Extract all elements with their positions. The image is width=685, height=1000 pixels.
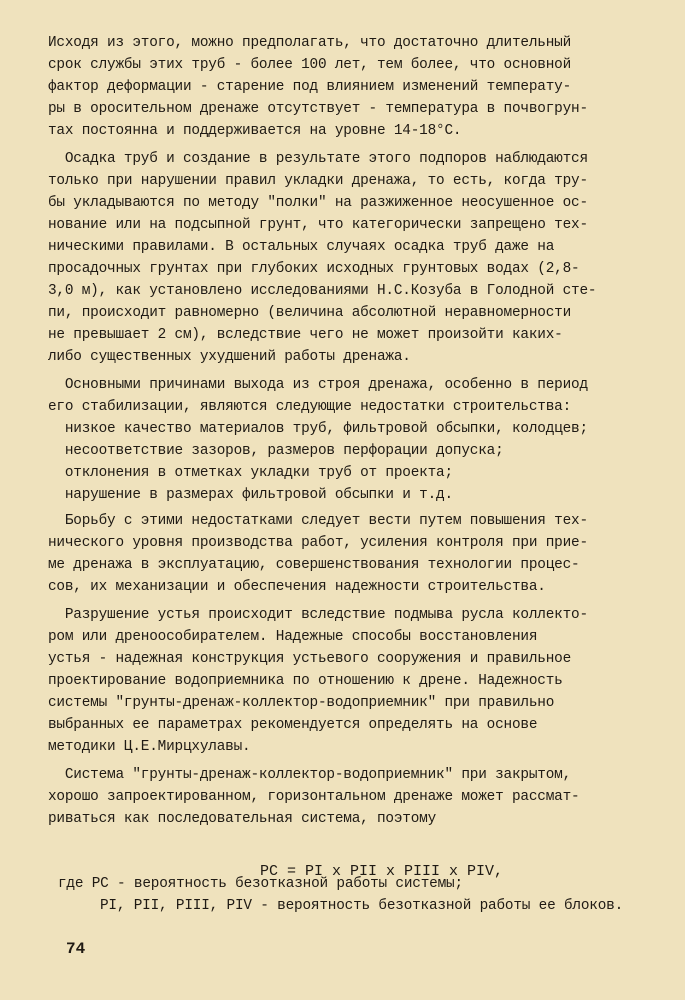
text-line: ническими правилами. В остальных случаях осадка труб даже на (48, 239, 555, 255)
text-line: выбранных ее параметрах рекомендуется определять на основе (48, 717, 538, 733)
text-line: проектирование водоприемника по отношению к дрене. Надежность (48, 673, 563, 689)
text-line: ры в оросительном дренаже отсутствует - температура в почвогрун- (48, 101, 588, 117)
text-line: Исходя из этого, можно предполагать, что достаточно длительный (48, 35, 572, 51)
text-line: его стабилизации, являются следующие недостатки строительства: (48, 399, 572, 415)
text-line: методики Ц.Е.Мирцхулавы. (48, 739, 251, 755)
text-line: либо существенных ухудшений работы дренажа. (48, 349, 411, 365)
text-line: нование или на подсыпной грунт, что категорически запрещено тех- (48, 217, 588, 233)
text-line: отклонения в отметках укладки труб от проекта; (48, 465, 453, 481)
text-line: не превышает 2 см), вследствие чего не может произойти каких- (48, 327, 563, 343)
text-line: системы "грунты-дренаж-коллектор-водоприемник" при правильно (48, 695, 555, 711)
text-line: фактор деформации - старение под влиянием изменений температу- (48, 79, 572, 95)
text-line: просадочных грунтах при глубоких исходных грунтовых водах (2,8- (48, 261, 580, 277)
text-line: Основными причинами выхода из строя дренажа, особенно в период (48, 377, 588, 393)
text-line: риваться как последовательная система, поэтому (48, 811, 437, 827)
text-line: пи, происходит равномерно (величина абсолютной неравномерности (48, 305, 572, 321)
text-line: сов, их механизации и обеспечения надежности строительства. (48, 579, 546, 595)
where-line-1: где PC - вероятность безотказной работы системы; (58, 876, 463, 892)
text-line: Осадка труб и создание в результате этого подпоров наблюдаются (48, 151, 588, 167)
text-line: низкое качество материалов труб, фильтровой обсыпки, колодцев; (48, 421, 588, 437)
text-line: ме дренажа в эксплуатацию, совершенствования технологии процес- (48, 557, 580, 573)
where-line-2: PI, PII, PIII, PIV - вероятность безотказной работы ее блоков. (100, 898, 624, 914)
text-line: 3,0 м), как установлено исследованиями Н.С.Козуба в Голодной сте- (48, 283, 597, 299)
page-number: 74 (66, 940, 86, 958)
text-line: хорошо запроектированном, горизонтальном дренаже может рассмат- (48, 789, 580, 805)
text-line: Система "грунты-дренаж-коллектор-водоприемник" при закрытом, (48, 767, 572, 783)
text-line: тах постоянна и поддерживается на уровне 14-18°С. (48, 123, 462, 139)
text-line: Разрушение устья происходит вследствие подмыва русла коллекто- (48, 607, 588, 623)
text-line: Борьбу с этими недостатками следует вести путем повышения тех- (48, 513, 588, 529)
text-line: только при нарушении правил укладки дренажа, то есть, когда тру- (48, 173, 588, 189)
text-line: ром или дреноособирателем. Надежные способы восстановления (48, 629, 538, 645)
text-line: бы укладываются по методу "полки" на разжиженное неосушенное ос- (48, 195, 588, 211)
text-line: нического уровня производства работ, усиления контроля при прие- (48, 535, 588, 551)
text-line: устья - надежная конструкция устьевого сооружения и правильное (48, 651, 572, 667)
text-line: несоответствие зазоров, размеров перфорации допуска; (48, 443, 504, 459)
text-line: срок службы этих труб - более 100 лет, тем более, что основной (48, 57, 572, 73)
formula-text: PC = PI x PII x PIII x PIV, (260, 863, 504, 880)
text-line: нарушение в размерах фильтровой обсыпки и т.д. (48, 487, 453, 503)
